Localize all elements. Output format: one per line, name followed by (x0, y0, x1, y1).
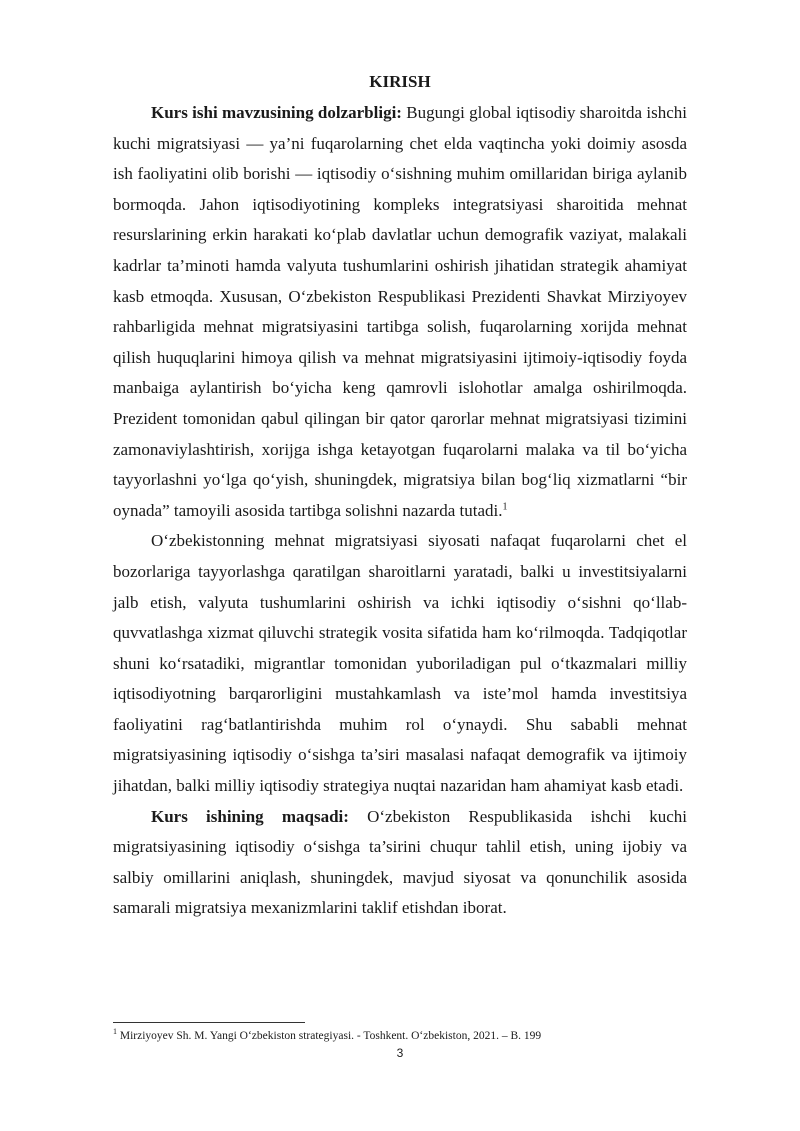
page-body (113, 70, 687, 924)
paragraph-text: O‘zbekistonning mehnat migratsiyasi siyosati nafaqat fuqarolarni chet el bozorlariga tayyorlashga qaratilgan sharoitlarni yaratadi, balki u investitsiyalarni jalb etish, valyuta tushumlarini oshirish va ichki iqtisodiy o‘sishni qo‘llab-quvvatlashga xizmat qiluvchi strategik vosita sifatida ham ko‘rilmoqda. Tadqiqotlar shuni ko‘rsatadiki, migrantlar tomonidan yuboriladigan pul o‘tkazmalari milliy iqtisodiyotning barqarorligini mustahkamlash va iste’mol hamda investitsiya faoliyatini rag‘batlantirishda muhim rol o‘ynaydi. Shu sababli mehnat migratsiyasining iqtisodiy o‘sishga ta’siri masalasi nafaqat demografik va ijtimoiy jihatdan, balki milliy iqtisodiy strategiya nuqtai nazaridan ham ahamiyat kasb etadi. (113, 531, 687, 796)
paragraph-lead: Kurs ishi mavzusining dolzarbligi: (151, 103, 402, 122)
footnote-text: Mirziyoyev Sh. M. Yangi O‘zbekiston strategiyasi. - Toshkent. O‘zbekiston, 2021. – B. 199 (117, 1030, 542, 1042)
paragraph-text: O‘zbekiston Respublikasida ishchi kuchi migratsiyasining iqtisodiy o‘sishga ta’sirini chuqur tahlil etish, uning ijobiy va salbiy omillarini aniqlash, shuningdek, mavjud siyosat va qonunchilik asosida samarali migratsiya mexanizmlarini taklif etishdan iborat. (113, 806, 688, 918)
footnote-reference[interactable]: 1 (502, 501, 508, 513)
footnote-marker: 1 (113, 1027, 117, 1037)
paragraph-lead: Kurs ishining maqsadi: (151, 806, 349, 826)
footnote-divider (113, 1022, 305, 1023)
paragraph-relevance (113, 98, 687, 526)
paragraph-migration-policy (113, 526, 687, 801)
page-number: 3 (396, 1046, 404, 1060)
paragraph-goal (113, 802, 687, 924)
section-heading: KIRISH (369, 72, 431, 91)
footnote (113, 1029, 687, 1043)
paragraph-text: Bugungi global iqtisodiy sharoitda ishchi kuchi migratsiyasi — ya’ni fuqarolarning chet elda vaqtincha yoki doimiy asosda ish faoliyatini olib borishi — iqtisodiy o‘sishning muhim omillaridan biriga aylanib bormoqda. Jahon iqtisodiyotining kompleks integratsiyasi sharoitida mehnat resurslarining erkin harakati ko‘plab davlatlar uchun demografik vaziyat, malakali kadrlar ta’minoti hamda valyuta tushumlarini oshirish jihatidan strategik ahamiyat kasb etmoqda. Xususan, O‘zbekiston Respublikasi Prezidenti Shavkat Mirziyoyev rahbarligida mehnat migratsiyasini tartibga solish, fuqarolarning xorijda mehnat qilish huquqlarini himoya qilish va mehnat migratsiyasini ijtimoiy-iqtisodiy foyda manbaiga aylantirish bo‘yicha keng qamrovli islohotlar amalga oshirilmoqda. Prezident tomonidan qabul qilingan bir qator qarorlar mehnat migratsiyasi tizimini zamonaviylashtirish, xorijga ishga ketayotgan fuqarolarni malaka va til bo‘yicha tayyorlashni yo‘lga qo‘yish, shuningdek, migratsiya bilan bog‘liq xizmatlarni “bir oynada” tamoyili asosida tartibga solishni nazarda tutadi. (113, 103, 687, 520)
